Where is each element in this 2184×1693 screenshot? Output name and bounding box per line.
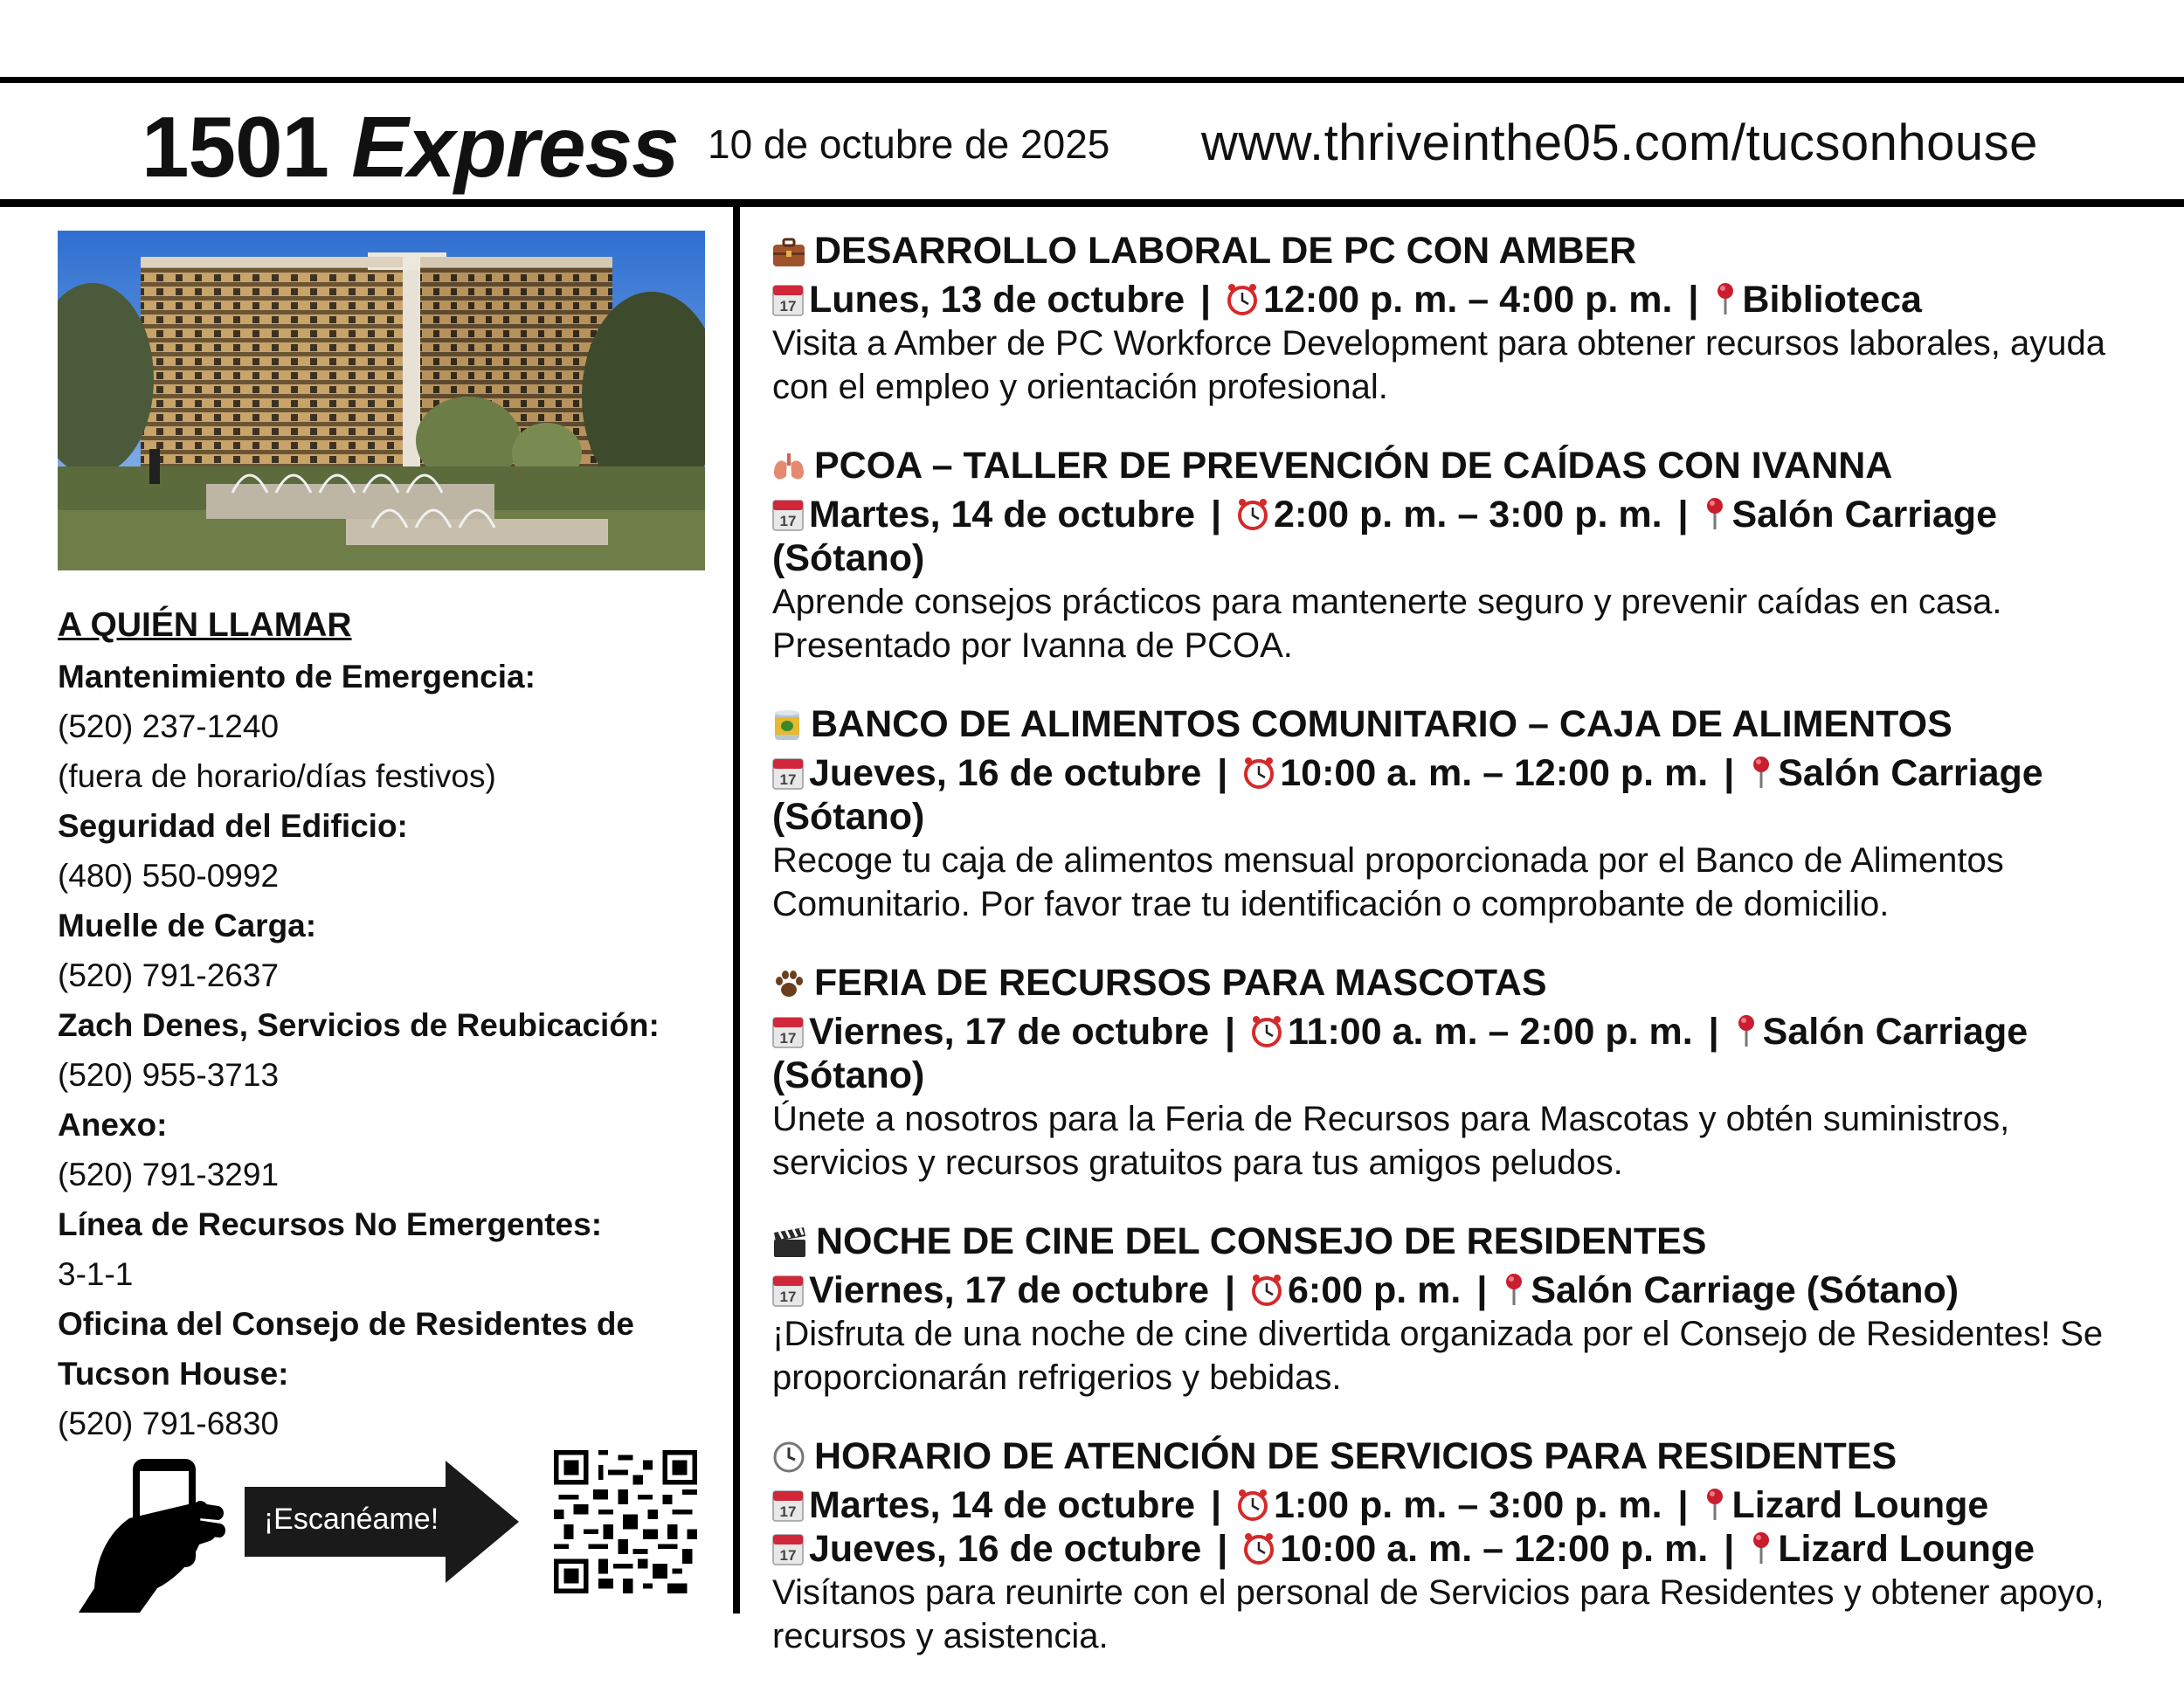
contact-label: Anexo: bbox=[58, 1107, 168, 1143]
calendar-icon bbox=[772, 1484, 809, 1526]
event-schedule: 17 Viernes, 17 de octubre | 11:00 a. m. – 2:00 p. m. | Salón Carriage bbox=[772, 1010, 2135, 1054]
event-description: Únete a nosotros para la Feria de Recursos para Mascotas y obtén suministros, servicios y recursos gratuitos para tus amigos peludos. bbox=[772, 1100, 2010, 1182]
tucson-house-photo bbox=[58, 231, 705, 570]
calendar-icon bbox=[772, 279, 809, 321]
event-place: Salón Carriage bbox=[1731, 494, 1997, 536]
contact-label-continued: Tucson House: bbox=[58, 1356, 289, 1392]
event-card bbox=[772, 702, 2135, 926]
event-place-continued: (Sótano) bbox=[772, 537, 925, 579]
event-title-text: NOCHE DE CINE DEL CONSEJO DE RESIDENTES bbox=[816, 1220, 1707, 1262]
contact-phone: (520) 791-2637 bbox=[58, 957, 280, 993]
contact-label: Seguridad del Edificio: bbox=[58, 808, 408, 844]
contact-label: Oficina del Consejo de Residentes de bbox=[58, 1306, 635, 1342]
event-description: Recoge tu caja de alimentos mensual proporcionada por el Banco de Alimentos Comunitario. Por favor trae tu identificación o comprobante de domicilio. bbox=[772, 841, 2004, 923]
event-time: 2:00 p. m. – 3:00 p. m. bbox=[1274, 494, 1662, 536]
event-day: Martes, 14 de octubre bbox=[809, 494, 1196, 536]
event-card bbox=[772, 229, 2135, 409]
event-place-continued: (Sótano) bbox=[772, 796, 925, 838]
event-place: Lizard Lounge bbox=[1778, 1528, 2035, 1570]
event-schedule: 17 Jueves, 16 de octubre | 10:00 a. m. – 12:00 p. m. | Lizard Lounge bbox=[772, 1527, 2135, 1571]
calendar-icon bbox=[772, 1011, 809, 1053]
location-pin-icon bbox=[1503, 1269, 1531, 1311]
event-day: Martes, 14 de octubre bbox=[809, 1484, 1196, 1526]
alarm-clock-icon bbox=[1237, 494, 1274, 536]
event-card bbox=[772, 444, 2135, 667]
contacts-heading: A QUIÉN LLAMAR bbox=[58, 606, 352, 644]
lungs-icon bbox=[772, 449, 805, 493]
clapper-board-icon bbox=[772, 1225, 807, 1268]
event-place: Salón Carriage bbox=[1762, 1011, 2028, 1053]
event-card bbox=[772, 1220, 2135, 1399]
event-schedule: 17 Lunes, 13 de octubre | 12:00 p. m. – 4:00 p. m. | Biblioteca bbox=[772, 278, 2135, 321]
contacts-section bbox=[58, 601, 722, 1448]
event-title bbox=[772, 1434, 2135, 1483]
event-title-text: HORARIO DE ATENCIÓN DE SERVICIOS PARA RESIDENTES bbox=[814, 1435, 1897, 1477]
canned-food-icon bbox=[772, 708, 802, 751]
event-title bbox=[772, 702, 2135, 751]
contact-label: Mantenimiento de Emergencia: bbox=[58, 659, 536, 694]
contact-note: (fuera de horario/días festivos) bbox=[58, 758, 496, 794]
event-day: Viernes, 17 de octubre bbox=[809, 1269, 1210, 1311]
event-day: Jueves, 16 de octubre bbox=[809, 752, 1202, 794]
alarm-clock-icon bbox=[1237, 1484, 1274, 1526]
svg-text:17: 17 bbox=[779, 1503, 797, 1520]
location-pin-icon bbox=[1750, 752, 1778, 794]
event-title bbox=[772, 444, 2135, 493]
contact-phone: (520) 955-3713 bbox=[58, 1057, 280, 1093]
alarm-clock-icon bbox=[1243, 752, 1280, 794]
phone-in-hand-icon bbox=[79, 1457, 227, 1614]
event-title bbox=[772, 1220, 2135, 1268]
svg-text:17: 17 bbox=[779, 298, 797, 314]
event-title-text: DESARROLLO LABORAL DE PC CON AMBER bbox=[814, 230, 1637, 272]
event-place: Salón Carriage bbox=[1778, 752, 2043, 794]
clock-icon bbox=[772, 1440, 805, 1483]
event-title-text: PCOA – TALLER DE PREVENCIÓN DE CAÍDAS CON IVANNA bbox=[814, 445, 1893, 487]
alarm-clock-icon bbox=[1251, 1269, 1288, 1311]
column-divider bbox=[733, 207, 740, 1614]
title-number: 1501 bbox=[142, 99, 329, 195]
title-word: Express bbox=[351, 99, 679, 195]
scan-me-label: ¡Escanéame! bbox=[263, 1503, 439, 1536]
contact-phone: (520) 791-3291 bbox=[58, 1157, 280, 1192]
location-pin-icon bbox=[1750, 1528, 1778, 1570]
event-time: 12:00 p. m. – 4:00 p. m. bbox=[1263, 279, 1673, 321]
website-url[interactable]: www.thriveinthe05.com/tucsonhouse bbox=[1201, 114, 2038, 171]
event-time: 6:00 p. m. bbox=[1288, 1269, 1462, 1311]
header-bottom-rule bbox=[0, 199, 2184, 207]
newsletter-header bbox=[0, 83, 2184, 199]
newsletter-title bbox=[142, 99, 679, 195]
calendar-icon bbox=[772, 1528, 809, 1570]
event-description: Aprende consejos prácticos para mantenerte seguro y prevenir caídas en casa. Presentado por Ivanna de PCOA. bbox=[772, 583, 2002, 665]
event-description: Visítanos para reunirte con el personal de Servicios para Residentes y obtener apoyo, recursos y asistencia. bbox=[772, 1573, 2105, 1655]
header-top-rule bbox=[0, 77, 2184, 83]
alarm-clock-icon bbox=[1227, 279, 1263, 321]
event-place: Lizard Lounge bbox=[1731, 1484, 1989, 1526]
svg-text:17: 17 bbox=[779, 1289, 797, 1305]
calendar-icon bbox=[772, 494, 809, 536]
location-pin-icon bbox=[1714, 279, 1742, 321]
location-pin-icon bbox=[1704, 494, 1731, 536]
location-pin-icon bbox=[1735, 1011, 1763, 1053]
contact-label: Línea de Recursos No Emergentes: bbox=[58, 1206, 603, 1242]
event-title bbox=[772, 229, 2135, 278]
event-schedule: 17 Martes, 14 de octubre | 1:00 p. m. – 3:00 p. m. | Lizard Lounge bbox=[772, 1483, 2135, 1527]
event-card bbox=[772, 1434, 2135, 1658]
contact-label: Muelle de Carga: bbox=[58, 908, 317, 943]
paw-prints-icon bbox=[772, 966, 805, 1010]
event-schedule: 17 Viernes, 17 de octubre | 6:00 p. m. | Salón Carriage (Sótano) bbox=[772, 1268, 2135, 1312]
alarm-clock-icon bbox=[1251, 1011, 1288, 1053]
contact-phone: (520) 791-6830 bbox=[58, 1406, 280, 1441]
event-title bbox=[772, 961, 2135, 1010]
event-title-text: BANCO DE ALIMENTOS COMUNITARIO – CAJA DE ALIMENTOS bbox=[811, 703, 1952, 745]
svg-text:17: 17 bbox=[779, 1547, 797, 1564]
svg-text:17: 17 bbox=[779, 771, 797, 788]
alarm-clock-icon bbox=[1243, 1528, 1280, 1570]
event-day: Jueves, 16 de octubre bbox=[809, 1528, 1202, 1570]
calendar-icon bbox=[772, 1269, 809, 1311]
event-schedule: 17 Jueves, 16 de octubre | 10:00 a. m. – 12:00 p. m. | Salón Carriage bbox=[772, 751, 2135, 795]
briefcase-icon bbox=[772, 234, 805, 278]
event-time: 10:00 a. m. – 12:00 p. m. bbox=[1280, 752, 1709, 794]
issue-date: 10 de octubre de 2025 bbox=[708, 121, 1110, 167]
events-list bbox=[772, 229, 2135, 1693]
event-schedule: 17 Martes, 14 de octubre | 2:00 p. m. – 3:00 p. m. | Salón Carriage bbox=[772, 493, 2135, 536]
event-time: 1:00 p. m. – 3:00 p. m. bbox=[1274, 1484, 1662, 1526]
event-time: 11:00 a. m. – 2:00 p. m. bbox=[1288, 1011, 1693, 1053]
event-place: Salón Carriage (Sótano) bbox=[1531, 1269, 1959, 1311]
event-time: 10:00 a. m. – 12:00 p. m. bbox=[1280, 1528, 1709, 1570]
event-description: ¡Disfruta de una noche de cine divertida organizada por el Consejo de Residentes! Se proporcionarán refrigerios y bebidas. bbox=[772, 1315, 2104, 1397]
contact-phone: 3-1-1 bbox=[58, 1256, 134, 1292]
event-day: Lunes, 13 de octubre bbox=[809, 279, 1185, 321]
qr-code[interactable] bbox=[554, 1450, 697, 1593]
contact-label: Zach Denes, Servicios de Reubicación: bbox=[58, 1007, 660, 1043]
contact-phone: (520) 237-1240 bbox=[58, 708, 280, 744]
location-pin-icon bbox=[1704, 1484, 1731, 1526]
event-description: Visita a Amber de PC Workforce Development para obtener recursos laborales, ayuda con el empleo y orientación profesional. bbox=[772, 324, 2105, 406]
event-card bbox=[772, 961, 2135, 1185]
event-place: Biblioteca bbox=[1742, 279, 1922, 321]
event-place-continued: (Sótano) bbox=[772, 1054, 925, 1096]
calendar-icon bbox=[772, 752, 809, 794]
contact-phone: (480) 550-0992 bbox=[58, 858, 280, 894]
event-day: Viernes, 17 de octubre bbox=[809, 1011, 1210, 1053]
svg-text:17: 17 bbox=[779, 513, 797, 529]
svg-text:17: 17 bbox=[779, 1030, 797, 1047]
event-title-text: FERIA DE RECURSOS PARA MASCOTAS bbox=[814, 962, 1547, 1004]
